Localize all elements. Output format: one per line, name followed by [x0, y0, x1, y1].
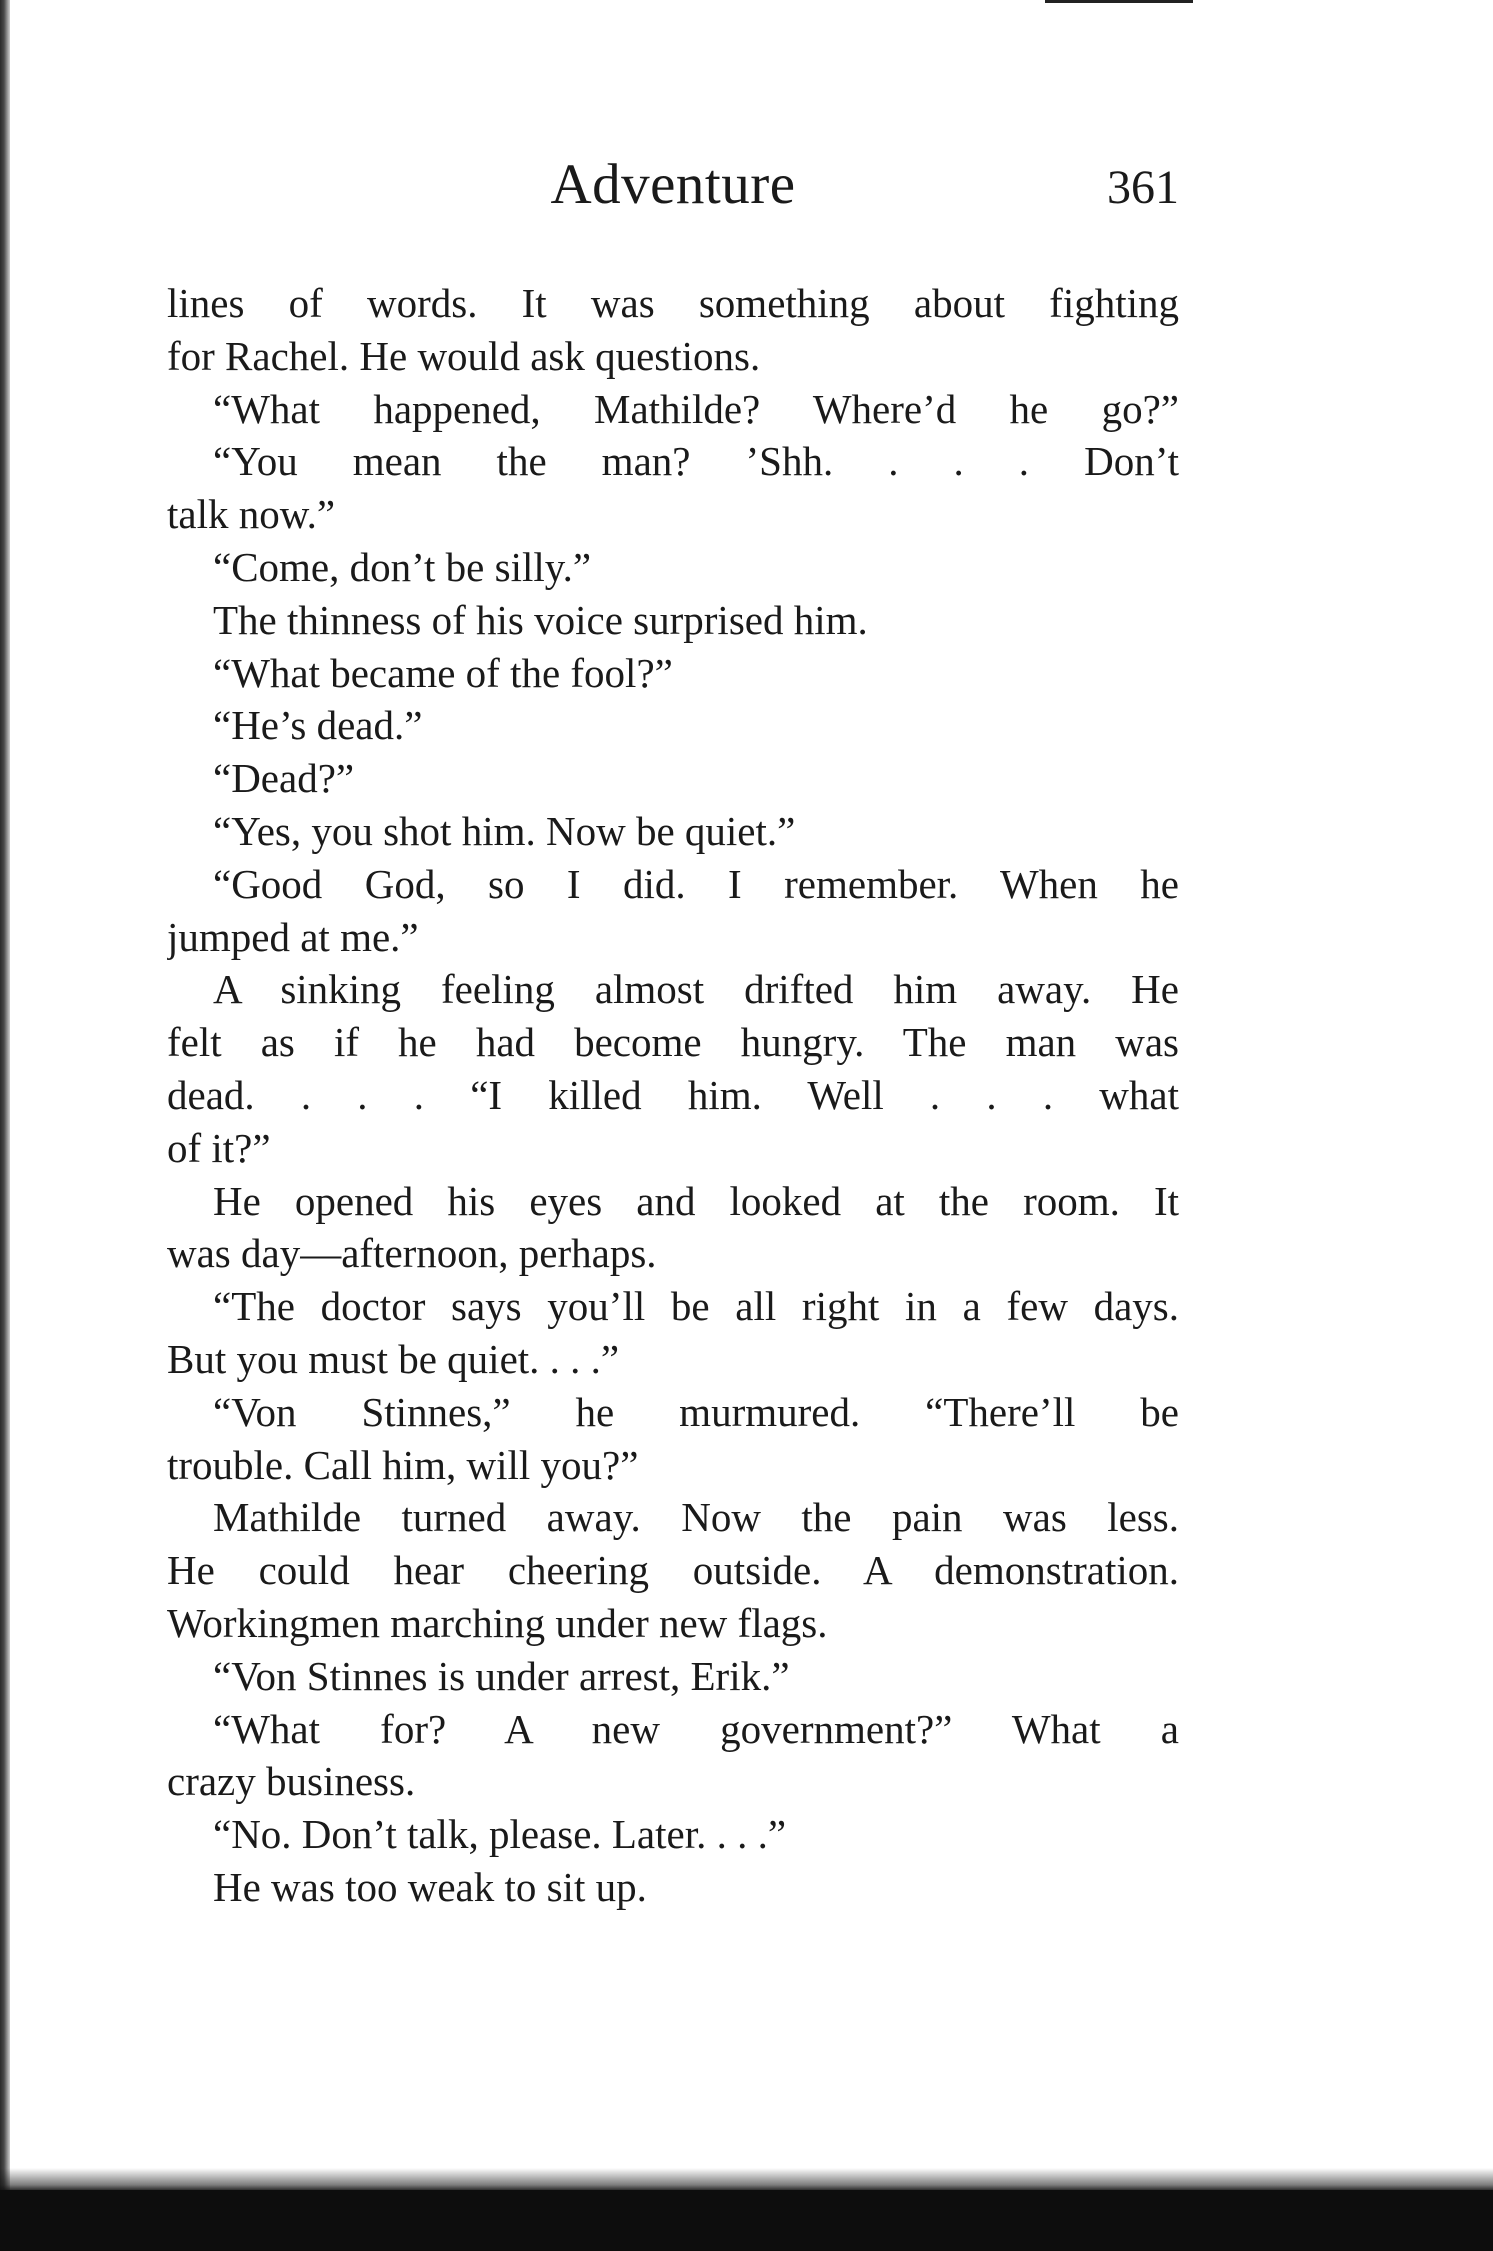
text-line: “Yes, you shot him. Now be quiet.” — [213, 807, 796, 854]
text-line: dead. . . . “I killed him. Well . . . what — [167, 1071, 1179, 1118]
text-line: But you must be quiet. . . .” — [167, 1335, 620, 1382]
text-line: “Dead?” — [213, 755, 355, 802]
text-line: “He’s dead.” — [213, 702, 423, 749]
body-text — [167, 277, 1179, 1914]
text-line: for Rachel. He would ask questions. — [167, 332, 761, 379]
text-line: talk now.” — [167, 491, 336, 538]
text-line: “Von Stinnes,” he murmured. “There’ll be — [213, 1388, 1179, 1435]
text-line: Mathilde turned away. Now the pain was less. — [213, 1494, 1179, 1541]
text-line: “Come, don’t be silly.” — [213, 543, 592, 590]
text-line: “What happened, Mathilde? Where’d he go?” — [213, 385, 1179, 432]
text-line: Workingmen marching under new flags. — [167, 1599, 828, 1646]
text-line: “No. Don’t talk, please. Later. . . .” — [213, 1811, 787, 1858]
text-line: “Von Stinnes is under arrest, Erik.” — [213, 1652, 790, 1699]
scan-bottom-edge — [0, 2190, 1493, 2251]
text-line: trouble. Call him, will you?” — [167, 1441, 639, 1488]
running-head-title: Adventure — [550, 153, 796, 216]
page-left-edge — [0, 0, 10, 2251]
text-line: “The doctor says you’ll be all right in a few days. — [213, 1283, 1179, 1330]
text-line: “Good God, so I did. I remember. When he — [213, 860, 1179, 907]
scan-shadow — [0, 2168, 1493, 2192]
text-line: He could hear cheering outside. A demonstration. — [167, 1547, 1179, 1594]
text-line: He was too weak to sit up. — [213, 1863, 647, 1910]
text-line: crazy business. — [167, 1758, 416, 1805]
text-line: of it?” — [167, 1124, 271, 1171]
top-rule — [1045, 0, 1193, 3]
page-number: 361 — [1107, 161, 1179, 214]
text-line: “You mean the man? ’Shh. . . . Don’t — [213, 438, 1179, 485]
text-line: lines of words. It was something about fighting — [167, 280, 1179, 326]
text-line: He opened his eyes and looked at the room. It — [213, 1177, 1179, 1224]
text-line: jumped at me.” — [167, 913, 419, 960]
text-line: “What for? A new government?” What a — [213, 1705, 1179, 1752]
running-head — [167, 150, 1179, 220]
text-line: The thinness of his voice surprised him. — [213, 596, 868, 643]
text-line: “What became of the fool?” — [213, 649, 673, 696]
text-line: A sinking feeling almost drifted him away. He — [213, 966, 1179, 1013]
text-line: was day—afternoon, perhaps. — [167, 1230, 657, 1277]
text-line: felt as if he had become hungry. The man was — [167, 1019, 1179, 1066]
